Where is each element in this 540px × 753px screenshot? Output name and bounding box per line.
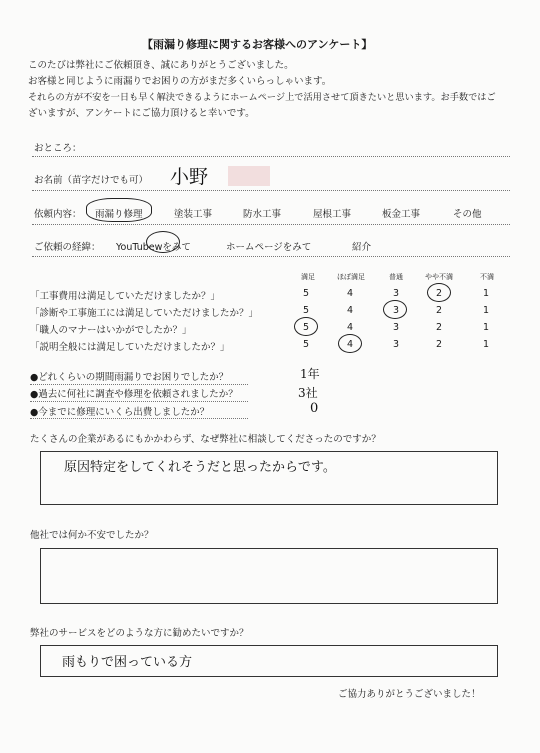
recommend-answer: 雨もりで困っている方 [62, 655, 193, 670]
rating-value: 2 [436, 305, 443, 316]
rating-value: 1 [483, 339, 490, 350]
rating-answer-circle-explain [338, 334, 362, 353]
cost-answer: 0 [310, 401, 319, 416]
rating-question-cost: 「工事費用は満足していただけましたか？」 [30, 291, 221, 302]
request-option-sheet-metal: 板金工事 [382, 209, 421, 220]
request-option-painting: 塗装工事 [174, 209, 213, 220]
cost-rule [30, 418, 248, 419]
rating-value: 1 [483, 288, 490, 299]
duration-rule [30, 384, 248, 385]
worry-answer-box [40, 548, 498, 604]
intro-line-1: このたびは弊社にご依頼頂き、誠にありがとうございました。 [28, 60, 294, 71]
name-redaction [228, 166, 270, 186]
rating-header-neutral: 普通 [389, 273, 403, 281]
request-option-waterproof: 防水工事 [243, 209, 282, 220]
channel-rule [32, 256, 510, 257]
rating-value: 3 [393, 339, 400, 350]
rating-value: 2 [436, 288, 443, 299]
thanks-message: ご協力ありがとうございました！ [338, 689, 481, 700]
survey-title: 【雨漏り修理に関するお客様へのアンケート】 [142, 38, 373, 51]
name-label: お名前（苗字だけでも可） [34, 175, 149, 186]
rating-answer-circle-manner [294, 317, 318, 336]
rating-value: 2 [436, 322, 443, 333]
companies-rule [30, 401, 248, 402]
request-label: 依頼内容： [34, 209, 82, 220]
reason-question: たくさんの企業があるにもかかわらず、なぜ弊社に相談してくださったのですか？ [30, 434, 381, 445]
companies-answer: 3社 [298, 386, 318, 400]
channel-label: ご依頼の経緯： [34, 242, 101, 253]
rating-question-manner: 「職人のマナーはいかがでしたか？」 [30, 325, 192, 336]
rating-value: 3 [393, 288, 400, 299]
address-rule [32, 156, 510, 157]
rating-value: 4 [347, 339, 354, 350]
rating-value: 4 [347, 305, 354, 316]
rating-value: 2 [436, 339, 443, 350]
rating-value: 5 [303, 339, 310, 350]
rating-header-mostly: ほぼ満足 [337, 273, 365, 281]
rating-value: 1 [483, 322, 490, 333]
rating-answer-circle-work [383, 300, 407, 319]
rating-header-dissatisfied: 不満 [480, 273, 494, 281]
request-rule [32, 224, 510, 225]
address-label: おところ： [34, 143, 82, 154]
intro-line-4: ざいますが、アンケートにご協力頂けると幸いです。 [28, 108, 255, 119]
rating-value: 5 [303, 305, 310, 316]
rating-header-satisfied: 満足 [301, 273, 315, 281]
rating-question-work: 「診断や工事施工には満足していただけましたか？」 [30, 308, 259, 319]
duration-answer: 1年 [300, 367, 320, 381]
request-option-rain-leak: 雨漏り修理 [95, 209, 143, 220]
rating-value: 1 [483, 305, 490, 316]
request-selected-circle [86, 198, 152, 222]
channel-option-youtube: YouTubewをみて [116, 242, 191, 253]
worry-question: 他社では何か不安でしたか？ [30, 530, 154, 541]
channel-selected-circle [146, 231, 180, 253]
rating-value: 5 [303, 288, 310, 299]
recommend-question: 弊社のサービスをどのような方に勧めたいですか？ [30, 628, 249, 639]
channel-option-homepage: ホームページをみて [226, 242, 312, 253]
reason-answer: 原因特定をしてくれそうだと思ったからです。 [64, 460, 336, 475]
cost-question: ●今までに修理にいくら出費しましたか？ [30, 407, 210, 418]
rating-value: 4 [347, 322, 354, 333]
rating-header-slightly: やや不満 [425, 273, 453, 281]
rating-answer-circle-cost [427, 283, 451, 302]
name-rule [32, 190, 510, 191]
intro-line-2: お客様と同じように雨漏りでお困りの方がまだ多くいらっしゃいます。 [28, 76, 332, 87]
rating-value: 3 [393, 305, 400, 316]
rating-value: 3 [393, 322, 400, 333]
channel-option-referral: 紹介 [352, 242, 372, 253]
request-option-roof: 屋根工事 [313, 209, 352, 220]
request-option-other: その他 [453, 209, 482, 220]
intro-line-3: それらの方が不安を一日も早く解決できるようにホームページ上で活用させて頂きたいと思います。お手数ではご [28, 92, 496, 103]
name-value: 小野 [170, 166, 209, 188]
rating-value: 4 [347, 288, 354, 299]
duration-question: ●どれくらいの期間雨漏りでお困りでしたか？ [30, 372, 229, 383]
rating-value: 5 [303, 322, 310, 333]
companies-question: ●過去に何社に調査や修理を依頼されましたか？ [30, 389, 238, 400]
rating-question-explain: 「説明全般には満足していただけましたか？」 [30, 342, 230, 353]
